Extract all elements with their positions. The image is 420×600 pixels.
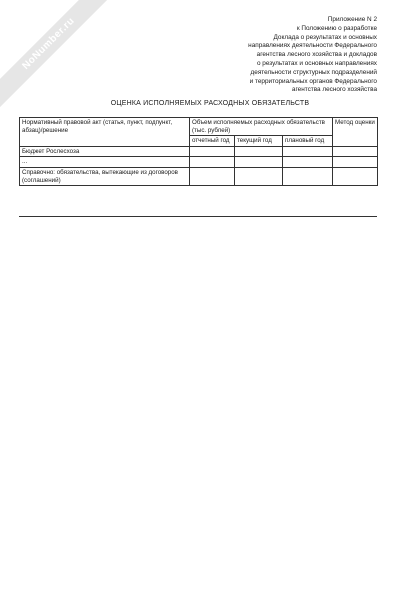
table-row xyxy=(20,167,378,185)
table-cell xyxy=(333,146,378,157)
row-label-dots: ... xyxy=(20,157,190,168)
appendix-line: агентства лесного хозяйства и докладов xyxy=(256,51,377,59)
table-cell xyxy=(283,167,333,185)
table-cell xyxy=(235,146,283,157)
header-legal-act: Нормативный правовой акт (статья, пункт, подпункт, абзац)/решение xyxy=(20,118,190,147)
table-cell xyxy=(190,157,235,168)
subheader-current-year: текущий год xyxy=(235,136,283,147)
appendix-note xyxy=(147,16,377,95)
table-cell xyxy=(333,157,378,168)
document-title: ОЦЕНКА ИСПОЛНЯЕМЫХ РАСХОДНЫХ ОБЯЗАТЕЛЬСТВ xyxy=(110,100,310,107)
appendix-line: к Положению о разработке xyxy=(296,24,377,32)
header-method: Метод оценки xyxy=(333,118,378,147)
table-cell xyxy=(283,146,333,157)
header-volume: Объем исполняемых расходных обязательств (тыс. рублей) xyxy=(190,118,333,136)
table-cell xyxy=(190,167,235,185)
table-cell xyxy=(283,157,333,168)
appendix-line: деятельности структурных подразделений xyxy=(250,68,377,76)
appendix-line: и территориальных органов Федерального xyxy=(249,77,377,85)
table-cell xyxy=(235,167,283,185)
table-cell xyxy=(235,157,283,168)
appendix-line: направлениях деятельности Федерального xyxy=(248,42,377,50)
row-label-budget: Бюджет Рослесхоза xyxy=(20,146,190,157)
table-cell xyxy=(333,167,378,185)
appendix-line: агентства лесного хозяйства xyxy=(291,86,377,94)
table-header-row xyxy=(20,118,378,136)
appendix-line: Доклада о результатах и основных xyxy=(273,33,377,41)
row-label-reference: Справочно: обязательства, вытекающие из договоров (соглашений) xyxy=(20,167,190,185)
subheader-planned-year: плановый год xyxy=(283,136,333,147)
appendix-line: Приложение N 2 xyxy=(327,16,377,23)
subheader-reporting-year: отчетный год xyxy=(190,136,235,147)
bottom-divider xyxy=(19,216,377,217)
obligations-table xyxy=(19,117,378,186)
appendix-line: о результатах и основных направлениях xyxy=(256,59,377,67)
table-row xyxy=(20,146,378,157)
watermark-text: NoNumber.ru xyxy=(20,15,77,72)
table-cell xyxy=(190,146,235,157)
table-row xyxy=(20,157,378,168)
